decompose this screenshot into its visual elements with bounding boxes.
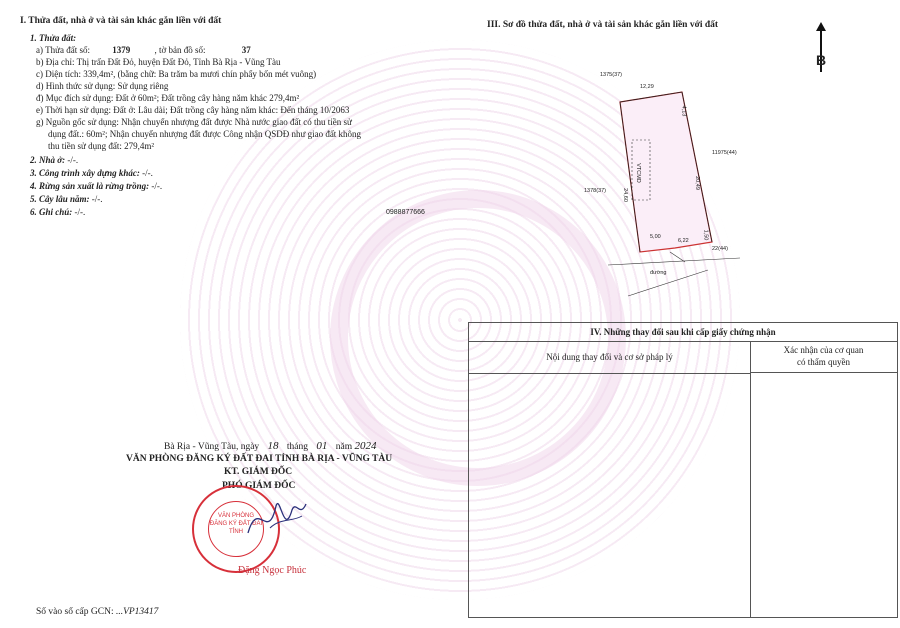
note-value: -/-.	[74, 207, 86, 217]
map-sheet-number: 37	[241, 45, 251, 55]
house-value: -/-.	[67, 155, 79, 165]
north-label: B	[816, 52, 827, 68]
road-line-3	[670, 252, 685, 262]
official-stamp-text: VĂN PHÒNG ĐĂNG KÝ ĐẤT ĐAI TỈNH	[208, 501, 264, 557]
parcel-number: 1379	[112, 45, 131, 55]
date-day: 18	[267, 440, 279, 452]
date-month-label: tháng	[286, 442, 309, 452]
house-title: 2. Nhà ở:	[30, 155, 66, 165]
section-heading-map: III. Sơ đồ thửa đất, nhà ở và tài sản khác gắn liền với đất	[487, 20, 719, 30]
changes-column-confirmation	[750, 341, 897, 373]
label-right-top: 4,13	[680, 105, 687, 117]
register-number: ...VP13417	[115, 607, 159, 617]
label-bottom-parcel: 22(44)	[712, 246, 728, 252]
signer-name: Đặng Ngọc Phúc	[238, 565, 307, 576]
perennial-title: 5. Cây lâu năm:	[30, 194, 90, 204]
label-bottom-c: 1,50	[702, 229, 709, 241]
changes-column-content: Nội dung thay đổi và cơ sở pháp lý	[469, 341, 751, 374]
changes-table-divider	[750, 373, 751, 617]
phone-number: 0988877666	[386, 209, 425, 216]
place-date	[164, 440, 377, 452]
label-top-length: 12,29	[640, 84, 654, 90]
parcel-number-row	[36, 45, 251, 55]
origin-line-3: thu tiền sử dụng đất: 279,4m²	[48, 141, 155, 151]
forest-value: -/-.	[151, 181, 163, 191]
date-month: 01	[316, 440, 328, 452]
label-left-length: 24,60	[621, 188, 628, 202]
changes-table-title: IV. Những thay đổi sau khi cấp giấy chứng nhận	[469, 323, 897, 342]
date-year-label: năm	[335, 442, 353, 452]
register-row	[36, 607, 158, 617]
area: c) Diện tích: 339,4m², (bằng chữ: Ba trăm ba mươi chín phẩy bốn mét vuông)	[36, 69, 317, 79]
usage-form: d) Hình thức sử dụng: Sử dụng riêng	[36, 81, 169, 91]
section-heading-land: I. Thửa đất, nhà ở và tài sản khác gắn liền với đất	[20, 16, 222, 26]
place-date-label: Bà Rịa - Vũng Tàu, ngày	[164, 442, 260, 452]
other-works-value: -/-.	[142, 168, 153, 178]
origin-line-1: g) Nguồn gốc sử dụng: Nhận chuyển nhượng đất được Nhà nước giao đất có thu tiền sử	[36, 117, 352, 127]
note-title: 6. Ghi chú:	[30, 207, 73, 217]
label-left-parcel: 1378(37)	[584, 188, 607, 194]
label-road: đường	[650, 270, 667, 276]
house-row	[30, 155, 78, 165]
parcel-title: 1. Thửa đất:	[30, 33, 77, 43]
label-bottom-b: 6,22	[678, 238, 689, 244]
kt-director: KT. GIÁM ĐỐC	[224, 467, 293, 477]
perennial-row	[30, 194, 103, 204]
usage-term: e) Thời hạn sử dụng: Đất ở: Lâu dài; Đất trồng cây hàng năm khác: Đến tháng 10/2063	[36, 105, 350, 115]
origin-line-2: dụng đất.: 60m²; Nhận chuyển nhượng đất được Công nhận QSDĐ như giao đất không	[48, 129, 362, 139]
label-right-parcel: 11975(44)	[712, 150, 737, 156]
parcel-number-label: a) Thửa đất số:	[36, 45, 90, 55]
changes-table	[468, 322, 898, 618]
parcel-sketch	[590, 70, 770, 300]
note-row	[30, 207, 85, 217]
other-works-title: 3. Công trình xây dựng khác:	[30, 168, 140, 178]
changes-column-confirmation-line2: có thẩm quyền	[797, 357, 850, 367]
label-house: VTCMD	[634, 163, 641, 183]
issuing-office: VĂN PHÒNG ĐĂNG KÝ ĐẤT ĐAI TỈNH BÀ RỊA - VŨNG TÀU	[126, 454, 393, 464]
usage-purpose: đ) Mục đích sử dụng: Đất ở 60m²; Đất trồng cây hàng năm khác 279,4m²	[36, 93, 300, 103]
map-sheet-label: , tờ bản đồ số:	[154, 45, 206, 55]
label-bottom-a: 5,00	[650, 234, 661, 240]
address: b) Địa chỉ: Thị trấn Đất Đỏ, huyện Đất Đỏ, Tỉnh Bà Rịa - Vũng Tàu	[36, 57, 281, 67]
forest-title: 4. Rừng sản xuất là rừng trồng:	[30, 181, 150, 191]
label-right-length: 20,49	[693, 176, 700, 190]
label-top-parcel: 1375(37)	[600, 72, 623, 78]
road-line-2	[628, 270, 708, 296]
road-line-1	[608, 258, 740, 265]
other-works-row	[30, 168, 153, 178]
deputy-director: PHÓ GIÁM ĐỐC	[222, 481, 296, 491]
changes-column-confirmation-line1: Xác nhận của cơ quan	[783, 345, 864, 355]
register-label: Số vào sổ cấp GCN:	[36, 607, 114, 617]
perennial-value: -/-.	[91, 194, 103, 204]
signature-scribble	[240, 488, 310, 548]
forest-row	[30, 181, 162, 191]
date-year: 2024	[354, 440, 377, 452]
